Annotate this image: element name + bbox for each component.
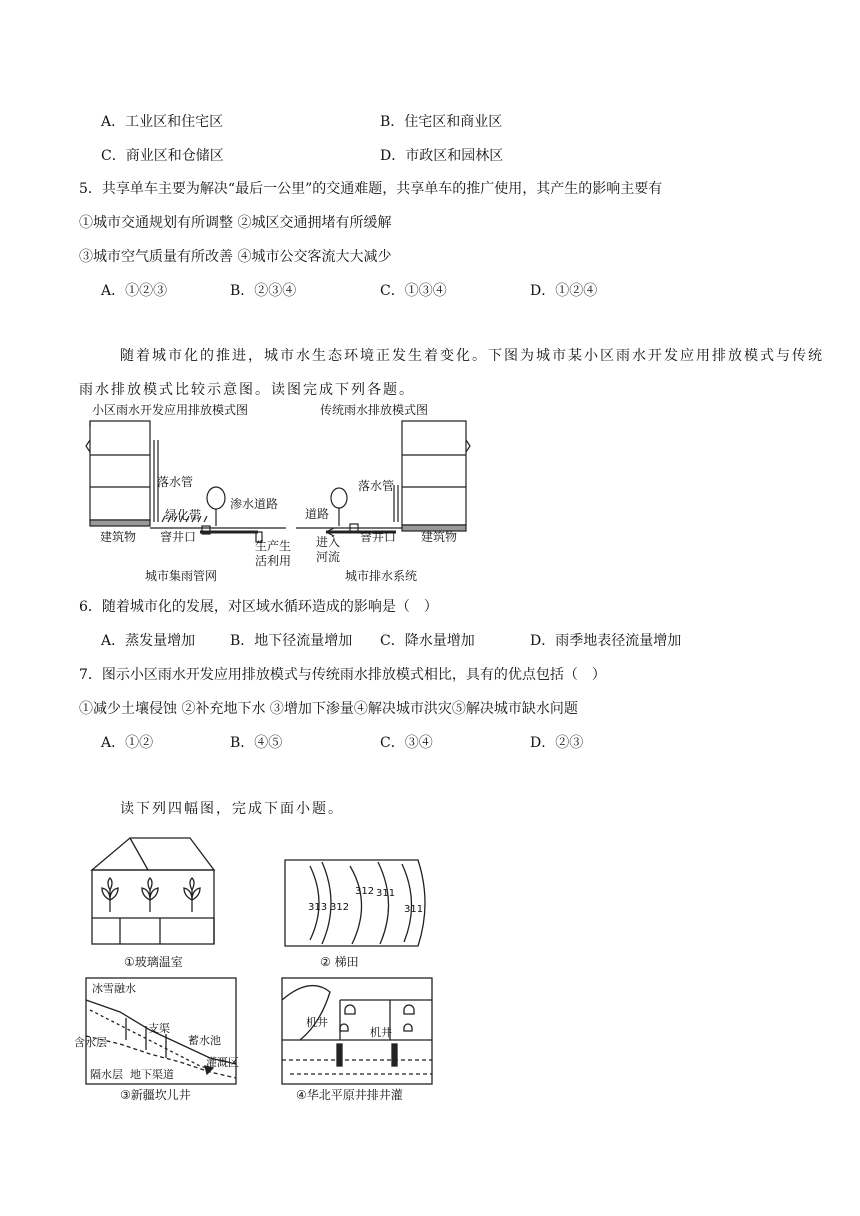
figure1-into-river-line1: 进入 (316, 535, 341, 549)
contour-label-312-a: 312 (330, 902, 350, 913)
plant-icon (102, 878, 118, 912)
q4-option-a: A．工业区和住宅区 (101, 114, 224, 130)
figure1-right-title: 传统雨水排放模式图 (320, 403, 429, 417)
q5-option-c: C．①③④ (380, 283, 447, 299)
figure1-left-manhole-label: 窨井口 (160, 530, 197, 544)
well-label-1: 机井 (306, 1016, 328, 1029)
q7-option-a: A．①② (101, 735, 154, 751)
karez-label-reservoir: 蓄水池 (188, 1034, 221, 1047)
q7-option-d: D．②③ (530, 735, 584, 751)
karez-label-irrigation: 灌溉区 (206, 1056, 239, 1069)
q5-statement-line-2: ③城市空气质量有所改善 ④城市公交客流大大减少 (79, 249, 392, 265)
karez-label-snowmelt: 冰雪融水 (92, 982, 136, 995)
passage-1-line-1: 随着城市化的推进，城市水生态环境正发生着变化。下图为城市某小区雨水开发应用排放模式与传统 (120, 348, 824, 364)
q6-stem: 6．随着城市化的发展，对区域水循环造成的影响是（ ） (79, 599, 438, 615)
q5-statement-line-1: ①城市交通规划有所调整 ②城区交通拥堵有所缓解 (79, 215, 392, 231)
q6-option-d: D．雨季地表径流量增加 (530, 633, 682, 649)
q7-statement-line: ①减少土壤侵蚀 ②补充地下水 ③增加下渗量④解决城市洪灾⑤解决城市缺水问题 (79, 701, 578, 717)
contour-label-311-b: 311 (404, 904, 424, 915)
contour-label-312-b: 312 (355, 886, 375, 897)
q4-option-c: C．商业区和仓储区 (101, 148, 224, 164)
well-house-icon (340, 1024, 348, 1031)
figure2-caption-1: ①玻璃温室 (124, 955, 183, 969)
figure1-right-caption: 城市排水系统 (345, 569, 418, 583)
plant-icon (184, 878, 200, 912)
contour-label-311-a: 311 (376, 888, 396, 899)
figure1-left-downpipe-label: 落水管 (157, 475, 194, 489)
figure1-right-downpipe-label: 落水管 (358, 479, 395, 493)
q5-option-a: A．①②③ (101, 283, 168, 299)
figure1-green-belt-label: 绿化带 (165, 508, 202, 522)
q7-option-c: C．③④ (380, 735, 433, 751)
plant-icon (142, 878, 158, 912)
q7-stem: 7．图示小区雨水开发应用排放模式与传统雨水排放模式相比，具有的优点包括（ ） (79, 667, 606, 683)
q4-option-b: B．住宅区和商业区 (380, 114, 503, 130)
karez-label-aquifer: 含水层 (74, 1036, 107, 1049)
contour-label-313: 313 (308, 902, 328, 913)
figure2-caption-2: ② 梯田 (320, 955, 359, 969)
well-house-icon (345, 1005, 355, 1014)
karez-label-branch-channel: 支渠 (148, 1022, 170, 1035)
figure1-production-use-line2: 活利用 (255, 554, 292, 568)
passage-1-line-2: 雨水排放模式比较示意图。读图完成下列各题。 (79, 382, 415, 398)
figure1-right-manhole-label: 窨井口 (360, 530, 397, 544)
figure1-left-caption: 城市集雨管网 (145, 569, 218, 583)
figure1-into-river-line2: 河流 (316, 550, 341, 564)
passage-2-line-1: 读下列四幅图，完成下面小题。 (120, 801, 344, 817)
q7-option-b: B．④⑤ (230, 735, 283, 751)
figure1-left-building-label: 建筑物 (100, 530, 137, 544)
q4-option-d: D．市政区和园林区 (380, 148, 504, 164)
figure1-right-building-label: 建筑物 (421, 530, 458, 544)
q5-option-b: B．②③④ (230, 283, 297, 299)
figure1-road-label: 道路 (305, 507, 330, 521)
figure1-permeable-road-label: 渗水道路 (230, 497, 279, 511)
well-house-icon (404, 1005, 414, 1014)
well-house-icon (404, 1024, 412, 1031)
figure1-production-use-line1: 生产生 (255, 539, 292, 553)
karez-label-underground-channel: 地下渠道 (130, 1068, 174, 1081)
karez-label-impermeable-layer: 隔水层 (90, 1068, 123, 1081)
q6-option-b: B．地下径流量增加 (230, 633, 353, 649)
figure2-caption-4: ④华北平原井排井灌 (296, 1088, 403, 1102)
q6-option-c: C．降水量增加 (380, 633, 475, 649)
figure1-left-title: 小区雨水开发应用排放模式图 (92, 403, 249, 417)
figure2-caption-3: ③新疆坎儿井 (120, 1088, 191, 1102)
q5-stem: 5．共享单车主要为解决“最后一公里”的交通难题，共享单车的推广使用，其产生的影响主要有 (79, 181, 663, 197)
q5-option-d: D．①②④ (530, 283, 598, 299)
q6-option-a: A．蒸发量增加 (101, 633, 196, 649)
well-label-2: 机井 (370, 1026, 392, 1039)
